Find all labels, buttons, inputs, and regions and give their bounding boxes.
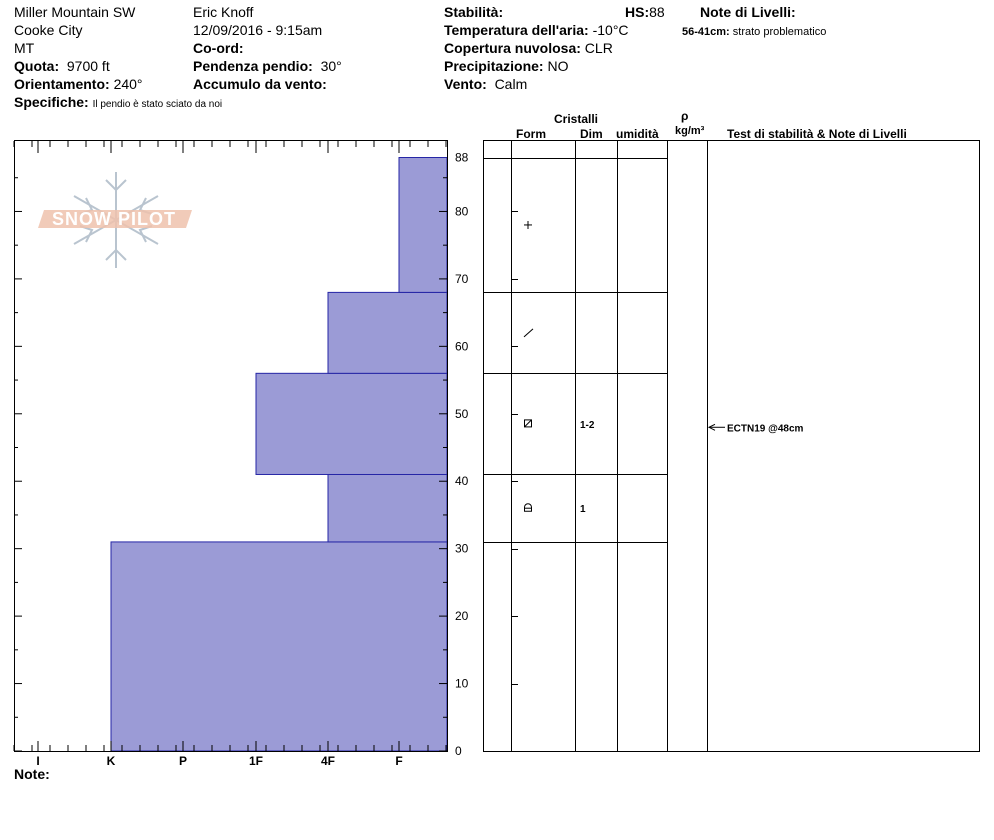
y-tick-label: 80 <box>455 204 469 219</box>
layers-table-frame <box>484 141 980 752</box>
layer-note-text: strato problematico <box>732 26 827 38</box>
hardness-bar-3 <box>256 373 447 474</box>
x-tick-label: I <box>36 754 40 768</box>
wind-load-label: Accumulo da vento: <box>193 76 327 92</box>
region-name: Cooke City <box>14 22 83 38</box>
layer-notes-label: Note di Livelli: <box>700 4 796 20</box>
air-temp-value: -10°C <box>592 22 629 38</box>
crystal-form-5-icon <box>524 221 532 229</box>
orient-label: Orientamento: <box>14 76 110 92</box>
crystal-size-3: 1-2 <box>580 419 595 431</box>
layer-note-range: 56-41cm: <box>682 26 730 38</box>
spec-label: Specifiche: <box>14 94 89 110</box>
umidita-header: umidità <box>616 127 659 141</box>
y-tick-label: 88 <box>455 150 469 165</box>
logo-text: SNOW PILOT <box>52 209 176 229</box>
note-label: Note: <box>14 766 50 782</box>
observer-name: Eric Knoff <box>193 4 254 20</box>
quota-label: Quota: <box>14 58 60 74</box>
cloud-label: Copertura nuvolosa: <box>444 40 581 56</box>
air-temp-label: Temperatura dell'aria: <box>444 22 589 38</box>
crystal-form-2-icon <box>525 504 532 512</box>
x-tick-label: 1F <box>248 754 264 768</box>
snowpilot-logo <box>38 172 192 268</box>
crystal-form-3-icon <box>525 420 532 427</box>
quota-value: 9700 ft <box>66 58 110 74</box>
x-tick-label: 4F <box>320 754 336 768</box>
y-tick-label: 0 <box>455 744 462 758</box>
y-tick-label: 50 <box>455 406 469 421</box>
slope-label: Pendenza pendio: <box>193 58 313 74</box>
form-header: Form <box>516 127 546 141</box>
y-tick-label: 70 <box>455 271 469 286</box>
state-name: MT <box>14 40 35 56</box>
slope-value: 30° <box>320 58 342 74</box>
hardness-bar-4 <box>328 292 447 373</box>
hs-value: 88 <box>649 4 665 20</box>
orient-value: 240° <box>113 76 143 92</box>
crystal-form-4-icon <box>524 329 533 337</box>
wind-value: Calm <box>494 76 528 92</box>
density-unit-header: kg/m³ <box>675 125 705 137</box>
y-tick-label: 30 <box>455 541 469 556</box>
y-tick-label: 20 <box>455 609 469 624</box>
spec-value: Il pendio è stato sciato da noi <box>92 99 223 110</box>
precip-value: NO <box>547 58 569 74</box>
location-name: Miller Mountain SW <box>14 4 136 20</box>
hs-label: HS: <box>625 4 650 20</box>
coord-label: Co-ord: <box>193 40 244 56</box>
hardness-bar-5 <box>399 158 447 293</box>
tests-header: Test di stabilità & Note di Livelli <box>727 127 907 141</box>
crystal-size-2: 1 <box>580 504 586 516</box>
x-tick-label: P <box>178 754 188 768</box>
stability-test-1: ECTN19 @48cm <box>727 423 804 435</box>
precip-label: Precipitazione: <box>444 58 544 74</box>
x-tick-label: K <box>106 754 116 768</box>
y-tick-label: 40 <box>455 474 469 489</box>
rho-header: ρ <box>681 109 689 123</box>
y-tick-label: 60 <box>455 339 469 354</box>
hardness-bar-2 <box>328 474 447 541</box>
dim-header: Dim <box>580 127 603 141</box>
stab-label: Stabilità: <box>444 4 504 20</box>
y-tick-label: 10 <box>455 676 469 691</box>
observation-datetime: 12/09/2016 - 9:15am <box>193 22 323 38</box>
x-tick-label: F <box>395 754 403 768</box>
wind-label: Vento: <box>444 76 487 92</box>
cloud-value: CLR <box>584 40 613 56</box>
hardness-bar-1 <box>111 542 447 751</box>
cristalli-header: Cristalli <box>554 112 599 126</box>
